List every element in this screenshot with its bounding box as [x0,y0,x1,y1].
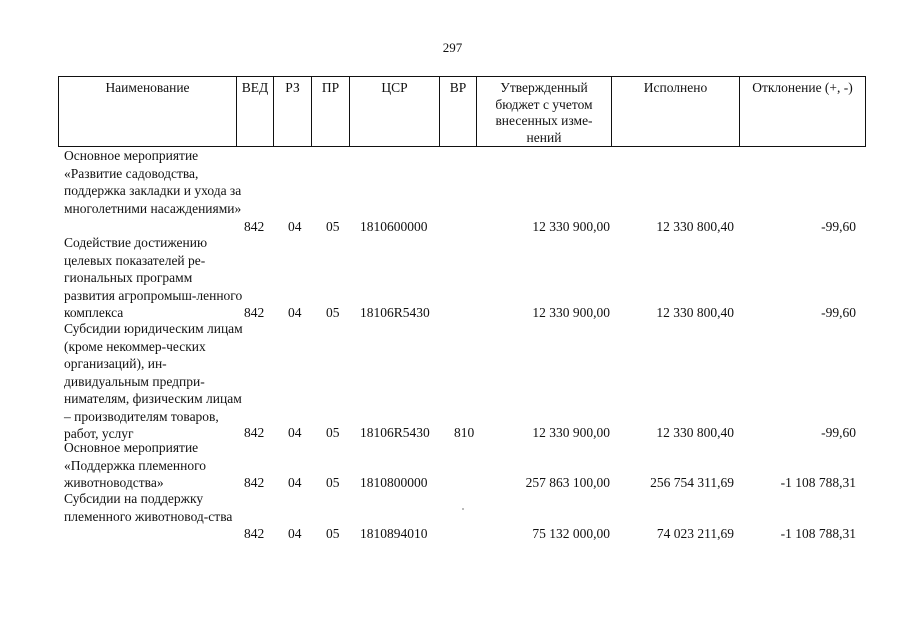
page-number: 297 [442,40,463,55]
row-ved: 842 [244,218,265,234]
row-done: 12 330 800,40 [656,424,734,440]
table-header [58,76,866,147]
row-deviation: -1 108 788,31 [780,525,856,541]
row-budget: 12 330 900,00 [532,218,610,234]
table-row [58,320,868,441]
column-header-pr: ПР [312,77,350,147]
row-done: 12 330 800,40 [656,218,734,234]
column-header-rz: РЗ [274,77,312,147]
table-row [58,439,868,491]
column-header-ved: ВЕД [237,77,274,147]
row-csr: 18106R5430 [360,304,430,320]
row-ved: 842 [244,424,265,440]
row-csr: 18106R5430 [360,424,430,440]
row-pr: 05 [326,424,340,440]
table-row [58,147,868,235]
row-budget: 257 863 100,00 [525,474,610,490]
row-pr: 05 [326,474,340,490]
row-csr: 1810894010 [360,525,428,541]
row-csr: 1810800000 [360,474,428,490]
row-csr: 1810600000 [360,218,428,234]
row-done: 12 330 800,40 [656,304,734,320]
row-done: 74 023 211,69 [656,525,734,541]
table-row [58,490,868,542]
row-name: Субсидии на поддержку племенного животновод-ства [64,491,233,524]
row-vr: 810 [454,424,475,440]
row-rz: 04 [288,525,302,541]
row-name: Субсидии юридическим лицам (кроме некоммер-ческих организаций), ин-дивидуальным предпри-нимателям, физическим лицам – производителям товаров, работ, услуг [64,321,243,441]
row-budget: 12 330 900,00 [532,304,610,320]
row-deviation: -99,60 [821,218,856,234]
scan-speck [462,508,464,510]
column-header-vr: ВР [440,77,477,147]
column-header-done: Исполнено [612,77,740,147]
row-name: Содействие достижению целевых показателей ре-гиональных программ развития агропромыш-ленного комплекса [64,235,243,320]
row-rz: 04 [288,304,302,320]
row-name: Основное мероприятие «Развитие садоводства, поддержка закладки и ухода за многолетними насаждениями» [64,148,242,216]
row-deviation: -1 108 788,31 [780,474,856,490]
row-name: Основное мероприятие «Поддержка племенного животноводства» [64,440,207,490]
row-deviation: -99,60 [821,424,856,440]
table-row [58,234,868,321]
column-header-csr: ЦСР [350,77,440,147]
row-pr: 05 [326,304,340,320]
row-pr: 05 [326,525,340,541]
row-done: 256 754 311,69 [650,474,734,490]
row-budget: 12 330 900,00 [532,424,610,440]
row-rz: 04 [288,474,302,490]
row-rz: 04 [288,424,302,440]
row-ved: 842 [244,525,265,541]
row-rz: 04 [288,218,302,234]
row-pr: 05 [326,218,340,234]
column-header-budget: Утвержденный бюджет с учетом внесенных изме-нений [477,77,612,147]
row-ved: 842 [244,304,265,320]
row-deviation: -99,60 [821,304,856,320]
row-ved: 842 [244,474,265,490]
column-header-name: Наименование [59,77,237,147]
column-header-deviation: Отклонение (+, -) [740,77,866,147]
row-budget: 75 132 000,00 [532,525,610,541]
